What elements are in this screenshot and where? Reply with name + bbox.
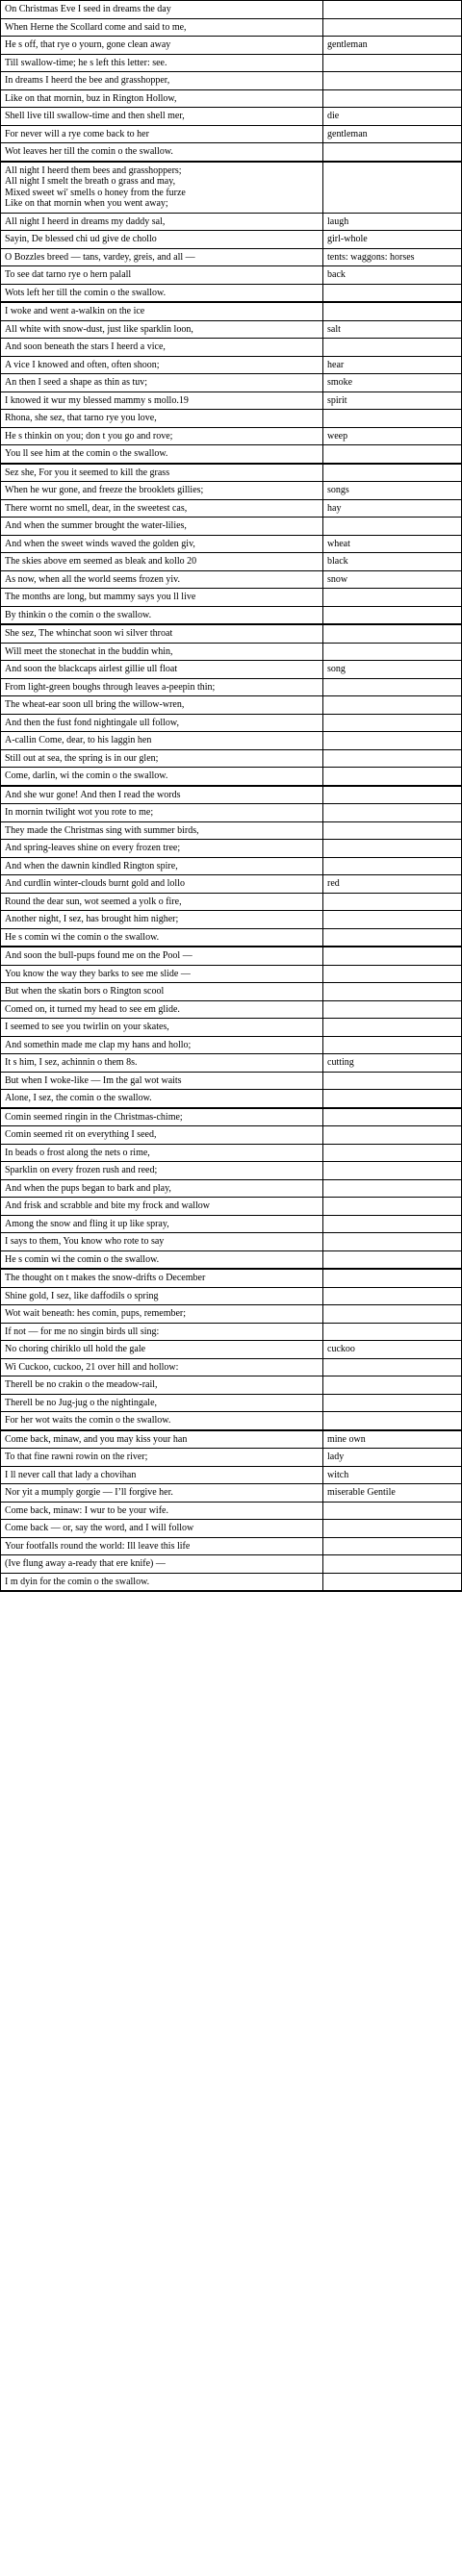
gloss-cell [323,1574,461,1591]
table-row [0,1574,462,1593]
gloss-cell: hay [327,502,342,514]
gloss-cell [323,858,461,875]
table-row [0,1431,462,1450]
gloss-cell [323,607,461,624]
table-row [0,1162,462,1180]
gloss-cell [323,1198,461,1215]
gloss-cell [323,644,461,661]
poem-line: Come back, minaw, and you may kiss your han [1,1431,323,1449]
table-row [0,500,462,518]
gloss-cell: laugh [327,215,349,227]
poem-line: I m dyin for the comin o the swallow. [1,1574,323,1591]
gloss-cell [323,1520,461,1537]
gloss-cell: snow [327,573,348,585]
gloss-cell: lady [327,1452,345,1462]
gloss-cell: salt [327,323,341,335]
poem-line: Rhona, she sez, that tarno rye you love, [1,410,323,427]
gloss-cell [323,1,461,18]
table-row [0,661,462,679]
poem-line: The skies above em seemed as bleak and kollo 20 [1,553,323,570]
gloss-cell: spirit [327,394,347,406]
poem-line: On Christmas Eve I seed in dreams the day [1,1,323,18]
poem-line: Therell be no crakin o the meadow-rail, [1,1376,323,1394]
table-row [0,929,462,948]
poem-line: By thinkin o the comin o the swallow. [1,607,323,624]
gloss-cell [323,911,461,928]
poem-line: Will meet the stonechat in the buddin whin, [1,644,323,661]
poem-line: And somethin made me clap my hans and hollo; [1,1037,323,1054]
gloss-cell [323,1019,461,1036]
poem-line: To that fine rawni rowin on the river; [1,1449,323,1466]
poem-line: Wot leaves her till the comin o the swallow. [1,143,323,161]
poem-line: I woke and went a-walkin on the ice [1,303,323,320]
gloss-cell [323,1412,461,1429]
poem-line: Therell be no Jug-jug o the nightingale, [1,1395,323,1412]
poem-line: He s comin wi the comin o the swallow. [1,929,323,947]
gloss-cell [323,465,461,482]
table-row [0,1073,462,1091]
poem-line: You ll see him at the comin o the swallow. [1,445,323,463]
poem-line: In mornin twilight wot you rote to me; [1,804,323,821]
gloss-cell [323,1090,461,1107]
table-row [0,1520,462,1538]
table-row [0,536,462,554]
gloss-cell [323,410,461,427]
gloss-cell [323,625,461,643]
table-row [0,607,462,626]
gloss-cell [323,1270,461,1287]
gloss-cell [323,445,461,463]
gloss-cell [323,840,461,857]
poem-line: And when the pups began to bark and play, [1,1180,323,1198]
poem-line: (Ive flung away a-ready that ere knife) — [1,1555,323,1573]
gloss-cell [323,822,461,840]
gloss-cell: tents: waggons: horses [327,251,415,263]
gloss-cell [323,1162,461,1179]
table-row [0,1270,462,1288]
gloss-cell [323,768,461,785]
gloss-cell: red [327,878,340,889]
table-row [0,1467,462,1485]
table-row [0,1449,462,1467]
gloss-cell: witch [327,1469,349,1480]
table-row [0,947,462,966]
gloss-cell [323,715,461,732]
table-row [0,804,462,822]
poem-line: The months are long, but mammy says you ll live [1,589,323,606]
gloss-cell [323,1073,461,1090]
table-row [0,1251,462,1271]
gloss-cell [323,1109,461,1126]
poem-line: Sparklin on every frozen rush and reed; [1,1162,323,1179]
poem-line: And when the dawnin kindled Rington spire, [1,858,323,875]
table-row [0,108,462,126]
poem-line: Still out at sea, the spring is in our glen; [1,750,323,768]
poem-line: And spring-leaves shine on every frozen tree; [1,840,323,857]
table-row [0,1001,462,1020]
poem-line: For never will a rye come back to her [1,126,323,143]
gloss-cell [323,1376,461,1394]
gloss-cell [323,929,461,947]
table-row [0,37,462,55]
table-row [0,1305,462,1324]
poem-line: Till swallow-time; he s left this letter: see. [1,55,323,72]
table-row [0,1555,462,1574]
poem-line: And when the summer brought the water-lilies, [1,518,323,535]
poem-line: A-callin Come, dear, to his laggin hen [1,732,323,749]
table-row [0,1019,462,1037]
table-row [0,1484,462,1503]
table-row [0,410,462,428]
poem-line: Comin seemed ringin in the Christmas-chime; [1,1109,323,1126]
poem-line: I says to them, You know who rote to say [1,1233,323,1250]
gloss-cell [323,1001,461,1019]
poem-line: For her wot waits the comin o the swallow. [1,1412,323,1429]
gloss-cell [323,303,461,320]
table-row [0,894,462,912]
gloss-cell [323,1037,461,1054]
gloss-cell [323,1305,461,1323]
gloss-cell: cutting [327,1057,354,1068]
poem-line: She sez, The whinchat soon wi silver throat [1,625,323,643]
poem-line: Sez she, For you it seemed to kill the grass [1,465,323,482]
table-row [0,428,462,446]
gloss-cell [323,750,461,768]
table-row [0,983,462,1001]
poem-line: A vice I knowed and often, often shoon; [1,357,323,374]
poem-line: Come back — or, say the word, and I will follow [1,1520,323,1537]
table-row [0,1054,462,1073]
table-row [0,1145,462,1163]
table-row [0,911,462,929]
poem-line: And when the sweet winds waved the golden giv, [1,536,323,553]
poem-line: And soon the blackcaps airlest gillie ull float [1,661,323,678]
gloss-cell [323,947,461,965]
gloss-cell [323,163,461,213]
table-row [0,357,462,375]
table-row [0,553,462,571]
gloss-cell: song [327,664,346,674]
table-row [0,1412,462,1431]
gloss-cell [323,679,461,696]
gloss-cell: gentleman [327,128,368,139]
poem-line: The thought on t makes the snow-drifts o December [1,1270,323,1287]
poem-line: But when I woke-like — Im the gal wot waits [1,1073,323,1090]
gloss-cell: smoke [327,377,353,388]
gloss-cell [323,983,461,1000]
table-row [0,1109,462,1127]
poem-line: He s off, that rye o yourn, gone clean away [1,37,323,54]
poem-line: In dreams I heerd the bee and grasshopper, [1,72,323,89]
gloss-cell [323,1324,461,1341]
poem-line: There wornt no smell, dear, in the sweetest cas, [1,500,323,518]
poem-line: From light-green boughs through leaves a-peepin thin; [1,679,323,696]
table-row [0,1341,462,1359]
poem-line: An then I seed a shape as thin as tuv; [1,374,323,391]
table-row [0,518,462,536]
poem-line: As now, when all the world seems frozen yiv. [1,571,323,589]
gloss-cell: hear [327,359,345,370]
gloss-cell [323,1395,461,1412]
gloss-cell [323,1145,461,1162]
gloss-cell: back [327,269,346,280]
table-row [0,966,462,984]
table-row [0,696,462,715]
table-row [0,679,462,697]
table-row [0,1376,462,1395]
poem-line: O Bozzles breed — tans, vardey, greis, and all — [1,249,323,266]
gloss-cell: songs [327,485,349,495]
poem-line: They made the Christmas sing with summer birds, [1,822,323,840]
gloss-cell [323,966,461,983]
table-row [0,750,462,769]
poem-line: Wots left her till the comin o the swallow. [1,285,323,302]
gloss-cell [323,1555,461,1573]
table-row [0,231,462,249]
poem-line: When Herne the Scollard come and said to me, [1,19,323,37]
table-row [0,249,462,267]
gloss-cell [323,1503,461,1520]
gloss-cell: wheat [327,538,350,549]
gloss-cell: black [327,556,348,567]
table-row [0,1233,462,1251]
poem-line: And she wur gone! And then I read the words [1,787,323,804]
gloss-cell: gentleman [327,39,368,50]
table-row [0,1503,462,1521]
table-row [0,1090,462,1109]
poem-line: I ll never call that lady a chovihan [1,1467,323,1484]
poem-line: Shell live till swallow-time and then shell mer, [1,108,323,125]
poem-line: And frisk and scrabble and bite my frock and wallow [1,1198,323,1215]
table-row [0,465,462,483]
poem-line: Shine gold, I sez, like daffodils o spring [1,1288,323,1305]
poem-line: I seemed to see you twirlin on your skates, [1,1019,323,1036]
table-row [0,1359,462,1377]
gloss-cell [323,1216,461,1233]
table-row [0,143,462,163]
poem-line: Wot wait beneath: hes comin, pups, remember; [1,1305,323,1323]
poem-line: In beads o frost along the nets o rime, [1,1145,323,1162]
table-row [0,1216,462,1234]
gloss-cell [323,285,461,302]
table-row [0,1126,462,1145]
poem-line: Comed on, it turned my head to see em glide. [1,1001,323,1019]
table-row [0,768,462,787]
table-row [0,266,462,285]
poem-line: Wi Cuckoo, cuckoo, 21 over hill and hollow: [1,1359,323,1376]
poem-line: And then the fust fond nightingale ull follow, [1,715,323,732]
table-row [0,321,462,340]
gloss-cell [323,696,461,714]
gloss-cell [323,1126,461,1144]
gloss-cell [323,1251,461,1269]
poem-line: But when the skatin bors o Rington scool [1,983,323,1000]
gloss-cell [323,787,461,804]
poem-line: Among the snow and fling it up like spray, [1,1216,323,1233]
gloss-cell [323,894,461,911]
table-row [0,339,462,357]
table-row [0,1538,462,1556]
poem-line: Come, darlin, wi the comin o the swallow. [1,768,323,785]
poem-line: Round the dear sun, wot seemed a yolk o fire, [1,894,323,911]
poem-line: He s thinkin on you; don t you go and rove; [1,428,323,445]
poem-line: All night I heerd them bees and grasshoppers; All night I smelt the breath o grass and may, Mixed sweet wi' smells o honey from the furze Like on that mornin when you went away; [1,163,323,213]
gloss-cell: girl-whole [327,234,368,244]
gloss-cell [323,1180,461,1198]
table-row [0,1288,462,1306]
table-row [0,715,462,733]
table-row [0,374,462,392]
poem-line: All night I heerd in dreams my daddy sal, [1,214,323,231]
table-row [0,1180,462,1199]
poem-line: No choring chiriklo ull hold the gale [1,1341,323,1358]
table-row [0,571,462,590]
table-row [0,787,462,805]
table-row [0,1037,462,1055]
poem-line: If not — for me no singin birds ull sing: [1,1324,323,1341]
poem-line: Nor yit a mumply gorgie — I’ll forgive her. [1,1484,323,1502]
poem-line: Come back, minaw: I wur to be your wife. [1,1503,323,1520]
poem-line: Like on that mornin, buz in Rington Hollow, [1,90,323,108]
table-row [0,55,462,73]
gloss-cell [323,804,461,821]
poem-line: And soon the bull-pups found me on the Pool — [1,947,323,965]
gloss-cell [323,518,461,535]
poem-line: The wheat-ear soon ull bring the willow-wren, [1,696,323,714]
gloss-cell [323,90,461,108]
table-row [0,445,462,465]
gloss-cell [323,19,461,37]
gloss-cell [323,1359,461,1376]
gloss-cell: die [327,111,340,121]
table-row [0,126,462,144]
gloss-cell [323,1288,461,1305]
table-row [0,72,462,90]
table-row [0,589,462,607]
poem-line: Another night, I sez, has brought him nigher; [1,911,323,928]
table-row [0,392,462,411]
poem-line: Your footfalls round the world: Ill leave this life [1,1538,323,1555]
gloss-cell [323,72,461,89]
table-row [0,732,462,750]
table-row [0,482,462,500]
gloss-cell [323,339,461,356]
poem-line: When he wur gone, and freeze the brooklets gillies; [1,482,323,499]
table-row [0,644,462,662]
table-row [0,0,462,19]
gloss-cell: mine own [327,1433,366,1445]
table-row [0,875,462,894]
table-row [0,858,462,876]
poem-line: Comin seemed rit on everything I seed, [1,1126,323,1144]
gloss-cell: miserable Gentile [327,1487,396,1498]
table-row [0,19,462,38]
table-row [0,285,462,304]
table-row [0,1198,462,1216]
poem-line: You know the way they barks to see me slide — [1,966,323,983]
table-row [0,163,462,214]
poem-line: And soon beneath the stars I heerd a vice, [1,339,323,356]
table-row [0,214,462,232]
gloss-cell: cuckoo [327,1344,355,1354]
table-row [0,90,462,109]
gloss-cell [323,589,461,606]
poem-line: Alone, I sez, the comin o the swallow. [1,1090,323,1107]
gloss-cell [323,1538,461,1555]
table-row [0,840,462,858]
poem-line: And curdlin winter-clouds burnt gold and lollo [1,875,323,893]
gloss-cell: weep [327,430,348,442]
gloss-cell [323,55,461,72]
table-row [0,303,462,321]
table-row [0,1324,462,1342]
poem-line: I knowed it wur my blessed mammy s mollo.19 [1,392,323,410]
gloss-cell [323,1233,461,1250]
table-row [0,1395,462,1413]
table-row [0,822,462,841]
poem-line: All white with snow-dust, just like sparklin loon, [1,321,323,339]
poem-line: It s him, I sez, achinnin o them 8s. [1,1054,323,1072]
table-row [0,625,462,644]
gloss-cell [323,143,461,161]
gloss-cell [323,732,461,749]
poem-line: He s comin wi the comin o the swallow. [1,1251,323,1269]
poem-line: To see dat tarno rye o hern palall [1,266,323,284]
poem-line: Sayin, De blessed chi ud give de chollo [1,231,323,248]
